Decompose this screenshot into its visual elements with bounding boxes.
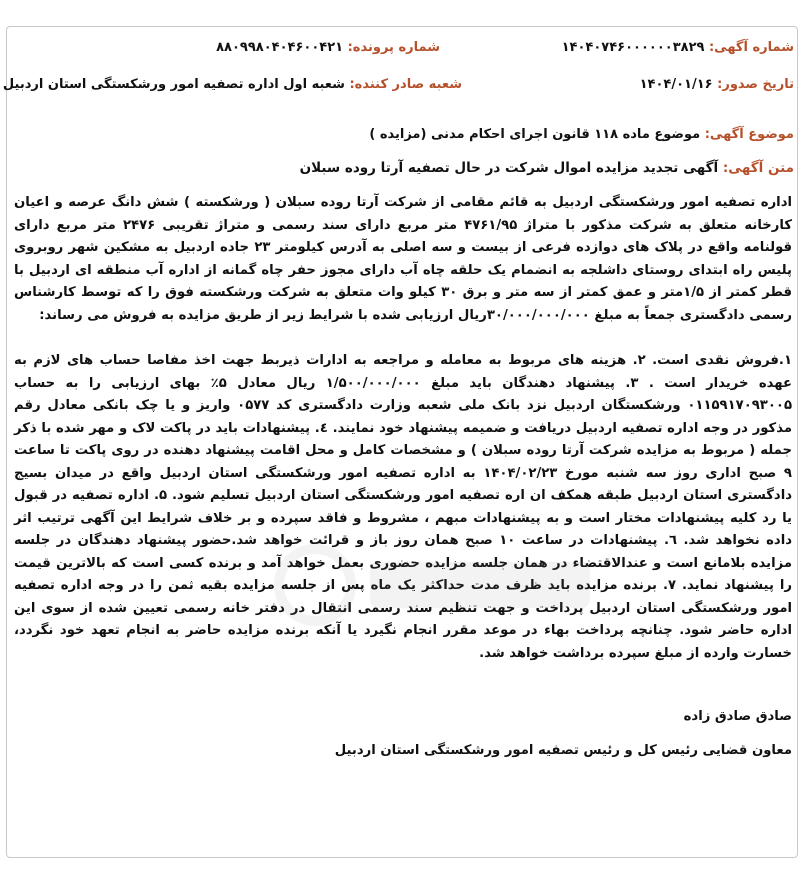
notice-label: متن آگهی: (722, 160, 794, 176)
case-number: ۸۸۰۹۹۸۰۴۰۴۶۰۰۴۲۱ (216, 40, 344, 55)
subject-value: موضوع ماده ۱۱۸ قانون اجرای احکام مدنی (مزایده ) (369, 127, 701, 142)
subject-row (369, 127, 794, 142)
issue-date-row (640, 77, 794, 92)
notice-title: آگهی تجدید مزایده اموال شرکت در حال تصفیه آرتا روده سبلان (299, 160, 719, 176)
ad-number-label: شماره آگهی: (708, 40, 794, 55)
issue-date-label: تاریخ صدور: (717, 77, 794, 92)
ad-number-row (562, 40, 794, 55)
ad-number: ۱۴۰۴۰۷۴۶۰۰۰۰۰۰۳۸۲۹ (561, 40, 705, 55)
issuer: شعبه اول اداره تصفیه امور ورشکستگی استان اردبیل (2, 77, 345, 92)
case-number-row (216, 40, 440, 55)
notice-paragraph-intro: اداره تصفیه امور ورشکستگی اردبیل به قائم مقامی از شرکت آرتا روده سبلان ( ورشکسته ) شش دانگ عرصه و اعیان کارخانه متعلق به شرکت مذکور با متراژ ۴۷۶۱/۹۵ متر مربع دارای سند رسمی و متراژ تقریبی ۲۴۷۶ متر مربع دارای قولنامه واقع در پلاک های دوازده فرعی از بیست و سه اصلی به آدرس کیلومتر ۲۳ جاده اردبیل به مشکین شهر روبروی پلیس راه ابتدای روستای داشلجه به انضمام یک حلقه چاه آب دارای مجوز حفر چاه گمانه از اداره آب منطقه ای اردبیل با قطر کمتر از ۱/۵متر و عمق کمتر از سه متر و برق ۳۰ کیلو وات متعلق به شرکت ورشکسته فوق را که توسط کارشناس رسمی دادگستری جمعاً به مبلغ ۳۰/۰۰۰/۰۰۰/۰۰۰ریال ارزیابی شده با شرایط زیر از طریق مزایده به فروش می رساند: (14, 195, 792, 323)
issue-date: ۱۴۰۴/۰۱/۱۶ (639, 77, 713, 92)
notice-title-row (300, 160, 794, 176)
notice-paragraph-conditions: ۱.فروش نقدی است. ۲. هزینه های مربوط به معامله و مراجعه به ادارات ذیربط جهت اخذ مفاصا حساب های لازم به عهده خریدار است . ۳. پیشنهاد دهندگان باید مبلغ ۱/۵۰۰/۰۰۰/۰۰۰ ریال معادل ۵٪ بهای ارزیابی را به حساب ۰۱۱۵۹۱۷۰۹۳۰۰۵ ورشکستگان اردبیل نزد بانک ملی شعبه وزارت دادگستری کد ۰۵۷۷ واریز و یا چک بانکی معادل رقم مذکور در وجه اداره تصفیه اردبیل دریافت و ضمیمه پیشنهاد خود نمایند. ٤. پیشنهادات باید در پاکت لاک و مهر شده با ذکر جمله ( مربوط به مزایده شرکت آرتا روده سبلان ) و مشخصات کامل و محل اقامت پیشنهاد دهنده در روی پاکت تا ساعت ۹ صبح اداری روز سه شنبه مورخ ۱۴۰۴/۰۲/۲۳ به اداره تصفیه امور ورشکستگی استان اردبیل واقع در میدان بسیج دادگستری استان اردبیل طبقه همکف ان اره تصفیه امور ورشکستگی استان اردبیل تسلیم شود. ۵. اداره تصفیه در قبول یا رد کلیه پیشنهادات مختار است و به پیشنهادات مبهم ، مشروط و فاقد سپرده و بر خلاف شرایط این آگهی ترتیب اثر داده نخواهد شد. ٦. پیشنهادات در ساعت ۱۰ صبح همان روز باز و قرائت خواهد شد.حضور پیشنهاد دهندگان در جلسه مزایده بلامانع است و عندالاقتضاء در همان جلسه مزایده حضوری بعمل خواهد آمد و برنده کسی است که بالاترین قیمت را پیشنهاد نماید. ۷. برنده مزایده باید ظرف مدت حداکثر یک ماه پس از جلسه مزایده بقیه ثمن را در وجه اداره تصفیه امور ورشکستگی استان اردبیل پرداخت و جهت تنظیم سند رسمی انتقال در دفتر خانه رسمی تعیین شده از سوی این اداره حاضر شود. چنانچه پرداخت بهاء در موعد مقرر انجام نگیرد یا آنکه برنده مزایده حاضر به انجام تعهد خود نگردد، خسارت وارده از مبلغ سپرده برداشت خواهد شد. (14, 353, 793, 661)
signer-title: معاون قضایی رئیس کل و رئیس تصفیه امور ورشکستگی استان اردبیل (334, 743, 792, 758)
subject-label: موضوع آگهی: (704, 127, 794, 142)
signer-name: صادق صادق زاده (683, 709, 792, 724)
issuer-row (3, 77, 462, 92)
issuer-label: شعبه صادر کننده: (349, 77, 462, 92)
case-number-label: شماره پرونده: (347, 40, 440, 55)
